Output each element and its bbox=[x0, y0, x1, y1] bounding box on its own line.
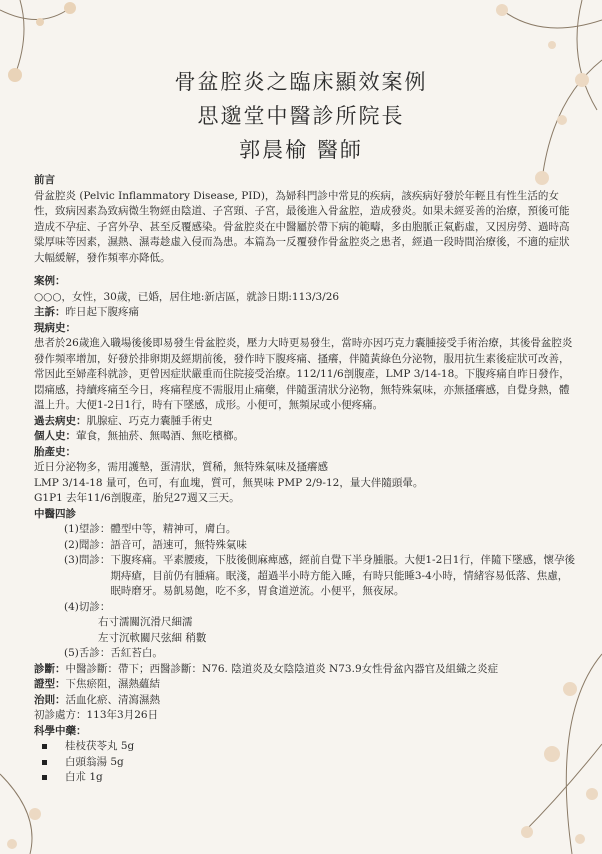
personal-history bbox=[34, 429, 578, 445]
pulse-line: 右寸濡關沉滑尺細濡 bbox=[98, 616, 193, 628]
herb-list bbox=[34, 739, 578, 786]
exam-item: (4)切診： bbox=[64, 600, 111, 613]
first-visit bbox=[34, 708, 578, 724]
past-history-label: 過去病史： bbox=[34, 414, 87, 427]
obstetric-line: G1P1 去年11/6剖腹產，胎兒27週又三天。 bbox=[34, 492, 240, 504]
author-name: 郭晨榆 醫師 bbox=[239, 138, 363, 162]
chief-complaint-text: 昨日起下腹疼痛 bbox=[65, 306, 139, 318]
pulse-line: 左寸沉軟關尺弦細 稍數 bbox=[98, 631, 207, 644]
diagnosis bbox=[34, 662, 578, 678]
past-history bbox=[34, 414, 578, 430]
document-body bbox=[34, 173, 578, 786]
preface-text: 骨盆腔炎 (Pelvic Inflammatory Disease, PID)，為婦科門診中常見的疾病，該疾病好發於年輕且有性生活的女性，致病因素為致病微生物經由陰道、子宮頸、子宮，最後進入骨盆腔，造成發炎。如果未經妥善的治療，預後可能造成不孕症、子宮外孕、甚至反覆感染。骨盆腔炎在中醫屬於帶下病的範疇，多由胞脈正氣虧虛，又因房勞、過時高粱厚味等因素，濕熱、濕毒趁虛入侵而為患。本篇為一反覆發作骨盆腔炎之患者，經過一段時間治療後，不適的症狀大幅緩解，發作頻率亦降低。 bbox=[34, 189, 570, 264]
four-examinations-heading: 中醫四診 bbox=[34, 507, 76, 520]
list-item: 白頭翁湯 5g bbox=[42, 755, 578, 771]
clinic-name: 思邈堂中醫診所院長 bbox=[197, 104, 405, 128]
syndrome-pattern bbox=[34, 677, 578, 693]
obstetric-line: 近日分泌物多，需用護墊，蛋清狀，質稀，無特殊氣味及搔癢感 bbox=[34, 461, 328, 473]
present-illness-label: 現病史： bbox=[34, 321, 76, 334]
bullet-icon bbox=[42, 775, 47, 780]
treatment-principle-text: 活血化瘀、清瀉濕熱 bbox=[65, 693, 160, 706]
list-item: 白朮 1g bbox=[42, 770, 578, 786]
tongue-exam: (5)舌診： 舌紅苔白。 bbox=[64, 647, 163, 659]
herbs-heading: 科學中藥： bbox=[34, 724, 87, 737]
first-visit-date: 113年3月26日 bbox=[86, 709, 159, 721]
present-illness-text: 患者於26歲進入職場後後即易發生骨盆腔炎，壓力大時更易發生，當時亦因巧克力囊腫接受手術治療，其後骨盆腔炎發作頻率增加，好發於排卵期及經期前後，發作時下腹疼痛、搔癢，伴隨黃綠色分泌物，服用抗生素後症狀可改善，常因此至婦產科就診，更曾因症狀嚴重而住院接受治療。112/11/6剖腹產，LMP 3/14-18。下腹疼痛自昨日發作，悶痛感，持續疼痛至今日，疼痛程度不需服用止痛藥，伴隨蛋清狀分泌物，無特殊氣味，亦無搔癢感，自覺身熱，體溫上升。大便1-2日1行，時有下墜感，成形。小便可，無頻尿或小便疼痛。 bbox=[34, 337, 573, 411]
case-heading: 案例： bbox=[34, 275, 66, 287]
chief-complaint bbox=[34, 305, 578, 321]
exam-item: (3)問診： 下腹疼痛。平素腰痠，下肢後側麻痺感，經前自覺下半身腫脹。大便1-2日1行，伴隨下墜感，懷孕後期痔瘡，目前仍有腫痛。眠淺，超過半小時方能入睡，有時只能睡3-4小時，情緒容易低落、焦慮，眠時磨牙。易飢易飽，吃不多，胃食道逆流。小便平，無夜尿。 bbox=[64, 554, 575, 597]
treatment-principle bbox=[34, 693, 578, 709]
bullet-icon bbox=[42, 760, 47, 765]
syndrome-pattern-text: 下焦瘀阻，濕熱蘊結 bbox=[65, 678, 160, 690]
preface-heading: 前言 bbox=[34, 174, 55, 186]
patient-info: ○○○，女性，30歲，已婚，居住地:新店區，就診日期:113/3/26 bbox=[34, 290, 340, 303]
obstetric-line: LMP 3/14-18 量可，色可，有血塊，質可，無異味 PMP 2/9-12，量大伴隨頭暈。 bbox=[34, 476, 424, 489]
personal-history-label: 個人史： bbox=[34, 430, 76, 442]
obstetric-history-label: 胎產史： bbox=[34, 445, 76, 458]
past-history-text: 肌腺症、巧克力囊腫手術史 bbox=[86, 414, 213, 427]
diagnosis-label: 診斷： bbox=[34, 662, 66, 675]
first-visit-label: 初診處方： bbox=[34, 709, 87, 721]
treatment-principle-label: 治則： bbox=[34, 693, 66, 706]
exam-item: (2)聞診： 語音可，語速可，無特殊氣味 bbox=[64, 538, 247, 551]
list-item: 桂枝茯苓丸 5g bbox=[42, 739, 578, 755]
syndrome-pattern-label: 證型： bbox=[34, 678, 66, 690]
personal-history-text: 葷食，無抽菸、無喝酒、無吃檳榔。 bbox=[76, 430, 244, 442]
bullet-icon bbox=[42, 744, 47, 749]
exam-item: (1)望診： 體型中等，精神可，膚白。 bbox=[64, 523, 237, 535]
diagnosis-text: 中醫診斷：帶下；西醫診斷：N76. 陰道炎及女陰陰道炎 N73.9女性骨盆內器官及組織之炎症 bbox=[65, 662, 499, 675]
document-title: 骨盆腔炎之臨床顯效案例 bbox=[174, 70, 428, 94]
chief-complaint-label: 主訴： bbox=[34, 306, 66, 318]
